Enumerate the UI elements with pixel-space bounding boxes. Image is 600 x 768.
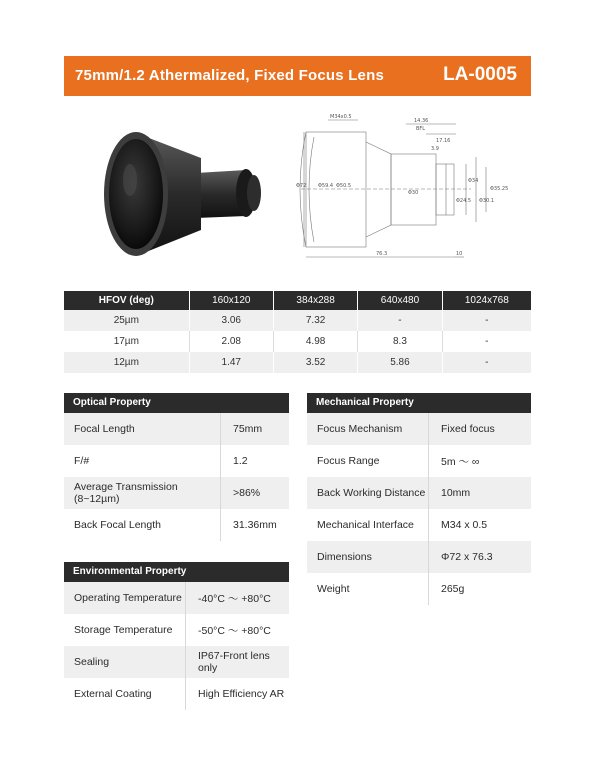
hfov-col-header: 384x288 bbox=[273, 291, 357, 310]
spec-value: Φ72 x 76.3 bbox=[428, 541, 531, 573]
spec-value: >86% bbox=[220, 477, 289, 509]
spec-label: F/# bbox=[74, 455, 90, 467]
dim-aperture-label: Φ50.5 bbox=[336, 183, 352, 189]
dim-inner-dia-label: Φ30 bbox=[408, 190, 419, 196]
table-row bbox=[307, 477, 531, 509]
optical-property-table bbox=[64, 393, 289, 541]
spec-label: Sealing bbox=[74, 656, 110, 668]
dim-glass-dia-label: Φ59.4 bbox=[318, 183, 334, 189]
title-banner bbox=[64, 56, 531, 96]
product-code: LA-0005 bbox=[443, 64, 517, 85]
spec-label: Dimensions bbox=[317, 551, 372, 563]
spec-label: External Coating bbox=[74, 688, 152, 700]
table-row bbox=[64, 352, 531, 373]
optical-property-heading: Optical Property bbox=[64, 393, 289, 413]
dim-thread-dia-label: Φ34 bbox=[468, 178, 479, 184]
hfov-cell: 7.32 bbox=[273, 310, 357, 331]
environmental-property-heading: Environmental Property bbox=[64, 562, 289, 582]
spec-value: 75mm bbox=[220, 413, 289, 445]
dim-body-dia-label: Φ35.25 bbox=[490, 186, 509, 192]
spec-label: Weight bbox=[317, 583, 350, 595]
spec-value: 1.2 bbox=[220, 445, 289, 477]
environmental-rows bbox=[64, 582, 289, 710]
spec-value: -50°C ～ +80°C bbox=[185, 614, 289, 646]
dim-bfl-label: BFL bbox=[416, 126, 426, 132]
spec-label: Storage Temperature bbox=[74, 624, 173, 636]
dim-bwd-label: 10 bbox=[456, 251, 463, 257]
dim-overall-label: 76.3 bbox=[376, 251, 388, 257]
spec-value: 10mm bbox=[428, 477, 531, 509]
optical-rows bbox=[64, 413, 289, 541]
hfov-cell: 4.98 bbox=[273, 331, 357, 352]
hfov-cell: - bbox=[442, 331, 531, 352]
spec-value: Fixed focus bbox=[428, 413, 531, 445]
hfov-col-header: HFOV (deg) bbox=[64, 291, 189, 310]
spec-label: Average Transmission (8~12µm) bbox=[74, 481, 178, 505]
environmental-property-table bbox=[64, 562, 289, 710]
spec-label: Back Working Distance bbox=[317, 487, 426, 499]
mechanical-property-table bbox=[307, 393, 531, 605]
table-row bbox=[307, 573, 531, 605]
table-row bbox=[307, 541, 531, 573]
table-row bbox=[64, 477, 289, 509]
table-row bbox=[307, 413, 531, 445]
dim-rear-dia-label: Φ24.5 bbox=[456, 198, 472, 204]
dim-outer-dia-label: Φ72 bbox=[296, 183, 307, 189]
pixel-pitch-cell: 12µm bbox=[64, 352, 189, 373]
hfov-cell: 3.06 bbox=[189, 310, 273, 331]
spec-value: High Efficiency AR bbox=[185, 678, 289, 710]
hfov-col-header: 1024x768 bbox=[442, 291, 531, 310]
spec-value: M34 x 0.5 bbox=[428, 509, 531, 541]
spec-label: Operating Temperature bbox=[74, 592, 182, 604]
hfov-col-header: 160x120 bbox=[189, 291, 273, 310]
table-row bbox=[64, 445, 289, 477]
table-row bbox=[64, 678, 289, 710]
lens-photo bbox=[96, 118, 276, 268]
hfov-cell: 3.52 bbox=[273, 352, 357, 373]
dim-length-label: 14.36 bbox=[414, 118, 429, 124]
hfov-cell: 1.47 bbox=[189, 352, 273, 373]
hfov-cell: 2.08 bbox=[189, 331, 273, 352]
table-row bbox=[64, 310, 531, 331]
hfov-header-row bbox=[64, 291, 531, 310]
dim-flange-label: 17.16 bbox=[436, 138, 451, 144]
spec-value: 5m ～ ∞ bbox=[428, 445, 531, 477]
hfov-cell: - bbox=[442, 352, 531, 373]
spec-label: Focus Range bbox=[317, 455, 380, 467]
mechanical-rows bbox=[307, 413, 531, 605]
table-row bbox=[307, 445, 531, 477]
pixel-pitch-cell: 25µm bbox=[64, 310, 189, 331]
spec-value: 265g bbox=[428, 573, 531, 605]
table-row bbox=[64, 509, 289, 541]
spec-label: Focus Mechanism bbox=[317, 423, 403, 435]
table-row bbox=[64, 614, 289, 646]
table-row bbox=[64, 582, 289, 614]
table-row bbox=[64, 646, 289, 678]
table-row bbox=[64, 331, 531, 352]
spec-label: Back Focal Length bbox=[74, 519, 161, 531]
product-title: 75mm/1.2 Athermalized, Fixed Focus Lens bbox=[75, 67, 385, 84]
hfov-cell: 8.3 bbox=[358, 331, 442, 352]
spec-label: Mechanical Interface bbox=[317, 519, 414, 531]
mechanical-property-heading: Mechanical Property bbox=[307, 393, 531, 413]
spec-value: 31.36mm bbox=[220, 509, 289, 541]
spec-value: -40°C ～ +80°C bbox=[185, 582, 289, 614]
hfov-col-header: 640x480 bbox=[358, 291, 442, 310]
hfov-cell: 5.86 bbox=[358, 352, 442, 373]
table-row bbox=[64, 413, 289, 445]
pixel-pitch-cell: 17µm bbox=[113, 336, 139, 347]
spec-label: Focal Length bbox=[74, 423, 135, 435]
dim-rear-outer-label: Φ30.1 bbox=[479, 198, 495, 204]
hfov-cell: - bbox=[442, 310, 531, 331]
dim-thread-label: M34x0.5 bbox=[330, 114, 352, 120]
table-row bbox=[307, 509, 531, 541]
lens-technical-drawing bbox=[296, 112, 526, 272]
dim-step-label: 3.9 bbox=[431, 146, 439, 152]
hfov-cell: - bbox=[358, 310, 442, 331]
hfov-table bbox=[64, 291, 531, 373]
spec-value: IP67-Front lens only bbox=[185, 646, 289, 678]
